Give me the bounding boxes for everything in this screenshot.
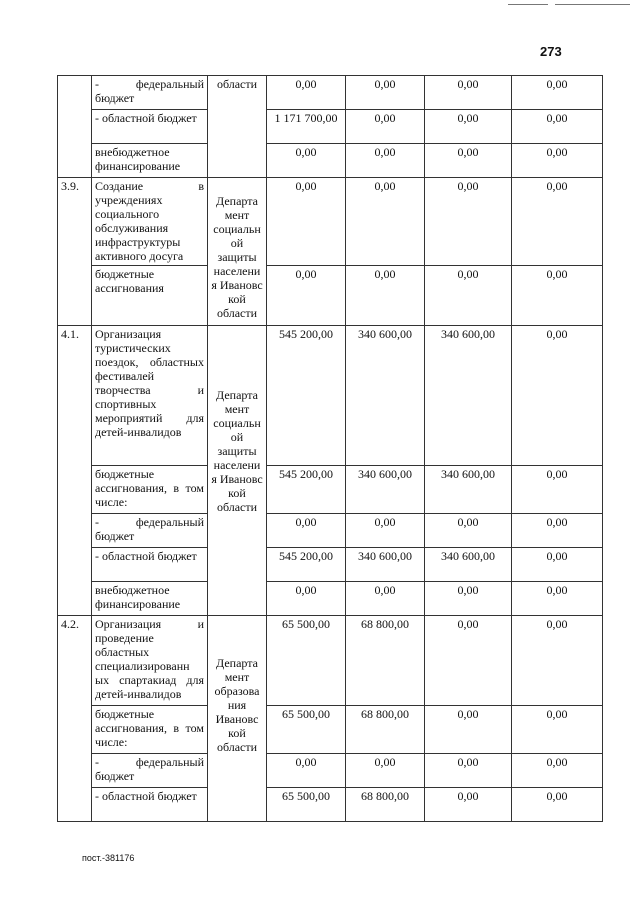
amount-cell: 340 600,00: [425, 548, 512, 582]
amount-cell: 0,00: [346, 178, 425, 266]
amount-cell: 545 200,00: [267, 466, 346, 514]
amount-cell: 0,00: [425, 266, 512, 326]
amount-cell: 0,00: [267, 582, 346, 616]
executor-cell: области: [208, 76, 267, 178]
row-label: - областной бюджет: [92, 110, 208, 144]
row-label: бюджетные ассигнования: [92, 266, 208, 326]
table-row: [58, 144, 603, 178]
amount-cell: 0,00: [512, 110, 603, 144]
table-row: [58, 266, 603, 326]
amount-cell: 0,00: [346, 144, 425, 178]
amount-cell: 0,00: [267, 76, 346, 110]
amount-cell: 65 500,00: [267, 788, 346, 822]
amount-cell: 0,00: [267, 178, 346, 266]
amount-cell: 68 800,00: [346, 706, 425, 754]
amount-cell: 0,00: [512, 548, 603, 582]
table-row: [58, 582, 603, 616]
amount-cell: 0,00: [425, 514, 512, 548]
row-label: - областной бюджет: [92, 788, 208, 822]
amount-cell: 0,00: [267, 144, 346, 178]
amount-cell: 0,00: [346, 110, 425, 144]
table-row: [58, 616, 603, 706]
amount-cell: 1 171 700,00: [267, 110, 346, 144]
table-row: [58, 76, 603, 110]
row-label: внебюджетное финансирование: [92, 144, 208, 178]
executor-cell: Департа мент социальн ой защиты населени я Ивановс кой области: [208, 326, 267, 616]
amount-cell: 0,00: [512, 706, 603, 754]
footer-code: пост.-381176: [82, 853, 135, 863]
table-row: [58, 466, 603, 514]
row-label: Организация туристических поездок, областных фестивалей творчества и спортивных мероприятий для детей-инвалидов: [92, 326, 208, 466]
table-row: [58, 110, 603, 144]
page-number: 273: [540, 44, 562, 59]
amount-cell: 0,00: [425, 706, 512, 754]
amount-cell: 0,00: [512, 266, 603, 326]
table-row: [58, 178, 603, 266]
amount-cell: 0,00: [267, 754, 346, 788]
amount-cell: 0,00: [425, 110, 512, 144]
amount-cell: 0,00: [346, 514, 425, 548]
top-rule: [508, 4, 548, 5]
row-label: внебюджетное финансирование: [92, 582, 208, 616]
row-label: - областной бюджет: [92, 548, 208, 582]
amount-cell: 0,00: [425, 616, 512, 706]
amount-cell: 0,00: [512, 582, 603, 616]
item-code: 4.1.: [58, 326, 92, 616]
amount-cell: 0,00: [512, 178, 603, 266]
item-code: [58, 76, 92, 178]
amount-cell: 340 600,00: [346, 466, 425, 514]
amount-cell: 340 600,00: [346, 548, 425, 582]
amount-cell: 0,00: [346, 582, 425, 616]
amount-cell: 0,00: [512, 466, 603, 514]
budget-table: [57, 75, 603, 822]
amount-cell: 0,00: [512, 616, 603, 706]
amount-cell: 0,00: [425, 788, 512, 822]
table-row: [58, 754, 603, 788]
amount-cell: 0,00: [512, 788, 603, 822]
amount-cell: 0,00: [267, 514, 346, 548]
amount-cell: 340 600,00: [346, 326, 425, 466]
amount-cell: 340 600,00: [425, 466, 512, 514]
amount-cell: 0,00: [512, 76, 603, 110]
amount-cell: 545 200,00: [267, 548, 346, 582]
table-row: [58, 514, 603, 548]
item-code: 3.9.: [58, 178, 92, 326]
amount-cell: 0,00: [425, 582, 512, 616]
amount-cell: 68 800,00: [346, 788, 425, 822]
row-label: - федеральный бюджет: [92, 76, 208, 110]
row-label: бюджетные ассигнования, в том числе:: [92, 706, 208, 754]
amount-cell: 0,00: [512, 514, 603, 548]
top-rule: [555, 4, 630, 5]
amount-cell: 0,00: [425, 76, 512, 110]
amount-cell: 65 500,00: [267, 706, 346, 754]
table-row: [58, 548, 603, 582]
table-row: [58, 706, 603, 754]
amount-cell: 65 500,00: [267, 616, 346, 706]
table-row: [58, 326, 603, 466]
amount-cell: 0,00: [512, 754, 603, 788]
amount-cell: 0,00: [425, 144, 512, 178]
amount-cell: 0,00: [346, 266, 425, 326]
row-label: Создание в учреждениях социального обслуживания инфраструктуры активного досуга: [92, 178, 208, 266]
amount-cell: 545 200,00: [267, 326, 346, 466]
amount-cell: 0,00: [512, 326, 603, 466]
executor-cell: Департа мент социальн ой защиты населени я Ивановс кой области: [208, 178, 267, 326]
executor-cell: Департа мент образова ния Ивановс кой области: [208, 616, 267, 822]
row-label: Организация и проведение областных специализированн ых спартакиад для детей-инвалидов: [92, 616, 208, 706]
amount-cell: 0,00: [425, 178, 512, 266]
amount-cell: 340 600,00: [425, 326, 512, 466]
amount-cell: 0,00: [346, 76, 425, 110]
table-row: [58, 788, 603, 822]
amount-cell: 0,00: [425, 754, 512, 788]
row-label: - федеральный бюджет: [92, 754, 208, 788]
row-label: - федеральный бюджет: [92, 514, 208, 548]
amount-cell: 0,00: [512, 144, 603, 178]
amount-cell: 0,00: [267, 266, 346, 326]
item-code: 4.2.: [58, 616, 92, 822]
amount-cell: 0,00: [346, 754, 425, 788]
amount-cell: 68 800,00: [346, 616, 425, 706]
row-label: бюджетные ассигнования, в том числе:: [92, 466, 208, 514]
